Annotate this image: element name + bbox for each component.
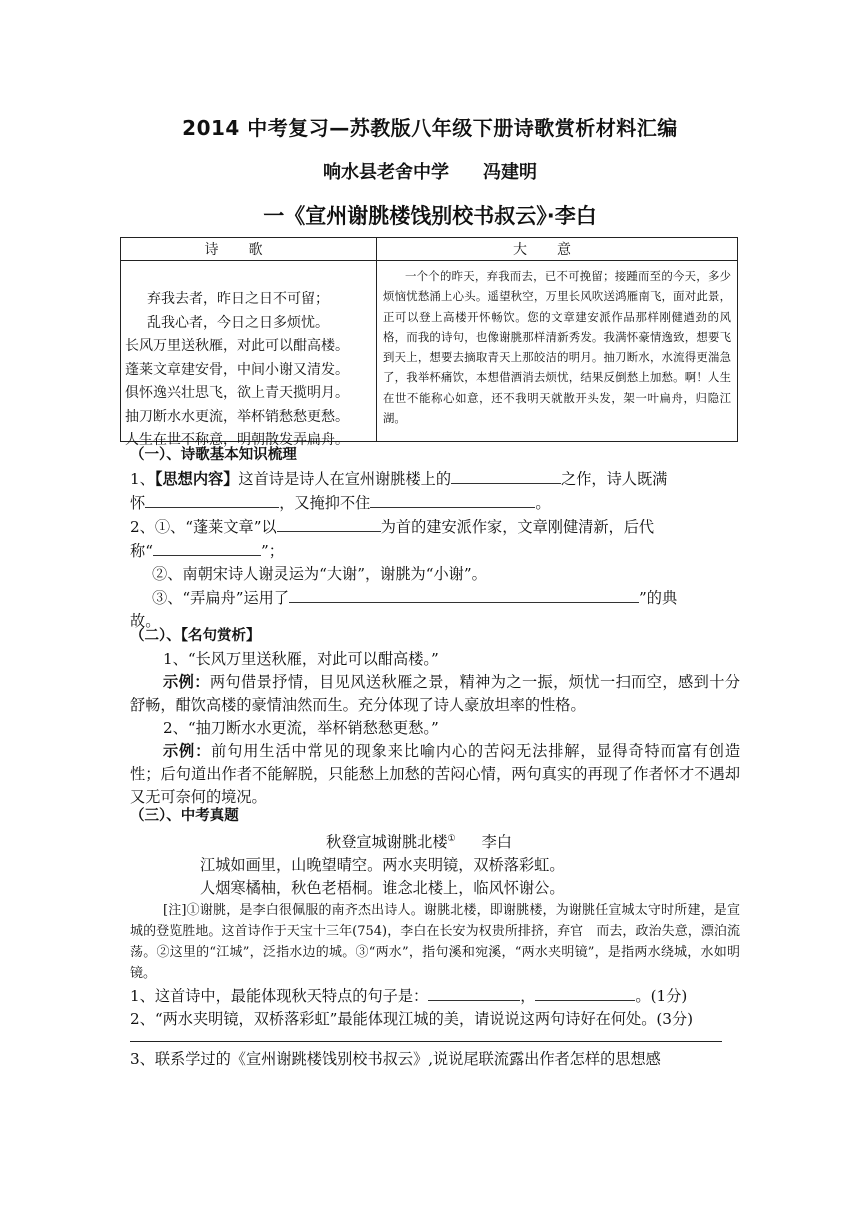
- question-2-item-2: ②、南朝宋诗人谢灵运为“大谢”，谢朓为“小谢”。: [152, 565, 487, 583]
- poem-table: [120, 237, 738, 448]
- answer-blank[interactable]: [451, 467, 561, 484]
- poem-cell: [121, 261, 377, 448]
- question-1-line-b: 怀 ，又掩抑不住 。: [130, 491, 740, 515]
- meaning-cell: [377, 261, 738, 442]
- exam-note: [注]①谢朓，是李白很佩服的南齐杰出诗人。谢朓北楼，即谢朓楼，为谢朓任宣城太守时所建，是宣城的登览胜地。这首诗作于天宝十三年(754)，李白在长安为权贵所排挤，弃官 而去，政治失意，漂泊流荡。②这里的“江城”，泛指水边的城。③“两水”，指句溪和宛溪，“两水夹明镜”，是指两水绕城，水如明镜。: [130, 903, 740, 982]
- answer-blank[interactable]: [370, 491, 535, 508]
- document-title: 2014 中考复习—苏教版八年级下册诗歌赏析材料汇编: [182, 116, 678, 140]
- poem-line: 俱怀逸兴壮思飞，欲上青天揽明月。: [125, 385, 349, 401]
- section-2: [130, 625, 740, 809]
- question-1-line-a: 1、【思想内容】这首诗是诗人在宣州谢朓楼上的 之作，诗人既满: [130, 467, 740, 491]
- section-3: [130, 805, 740, 1071]
- teacher-name: 冯建明: [483, 162, 537, 183]
- exam-question-3: 3、联系学过的《宣州谢跳楼饯别校书叔云》,说说尾联流露出作者怎样的思想感: [130, 1050, 661, 1069]
- question-2-item-3-cont: 故。: [130, 612, 161, 630]
- answer-blank[interactable]: [145, 491, 279, 508]
- exam-question-2: 2、“两水夹明镜，双桥落彩虹”最能体现江城的美，请说说这两句诗好在何处。(3分): [130, 1010, 694, 1029]
- answer-blank[interactable]: [277, 515, 381, 532]
- poem-line: 抽刀断水水更流，举杯销愁愁更愁。: [125, 408, 349, 425]
- answer-blank[interactable]: [289, 586, 639, 603]
- section-3-heading: （三）、中考真题: [130, 808, 239, 824]
- answer-blank[interactable]: [153, 539, 261, 556]
- question-1-tag: 【思想内容】: [154, 470, 239, 488]
- answer-blank[interactable]: [428, 984, 520, 1001]
- poem-line: 人生在世不称意，明朝散发弄扁舟。: [125, 432, 349, 448]
- poem-heading: 一《宣州谢朓楼饯别校书叔云》·李白: [263, 204, 597, 228]
- poem-line: 弃我去者，昨日之日不可留；: [147, 291, 329, 307]
- meaning-column-header: 大意: [377, 238, 738, 261]
- poem-line: 乱我心者，今日之日多烦忧。: [147, 314, 329, 331]
- poem-lines: [125, 288, 349, 453]
- question-2-line-a: 2、①、“蓬莱文章”以 为首的建安派作家，文章刚健清新，后代: [130, 515, 740, 539]
- section-1-heading: （一）、诗歌基本知识梳理: [130, 447, 297, 463]
- poem-line: 蓬莱文章建安骨，中间小谢又清发。: [125, 361, 349, 378]
- example-2: 示例：前句用生活中常见的现象来比喻内心的苦闷无法排解，显得奇特而富有创造性；后句道出作者不能解脱，只能愁上加愁的苦闷心情，两句真实的再现了作者怀才不遇却又无可奈何的境况。: [130, 742, 741, 806]
- school-name: 响水县老舍中学: [323, 162, 449, 183]
- poem-line: 长风万里送秋雁，对此可以酣高楼。: [125, 338, 349, 354]
- poem-column-header: 诗歌: [121, 238, 377, 261]
- question-2-line-b: 称“ ”；: [130, 539, 740, 563]
- author-line: [0, 158, 860, 184]
- example-1: 示例：两句借景抒情，目见风送秋雁之景，精神为之一振，烦忧一扫而空，感到十分舒畅，酣饮高楼的豪情油然而生。充分体现了诗人豪放坦率的性格。: [130, 673, 741, 714]
- answer-blank[interactable]: [535, 984, 635, 1001]
- question-2-item-3: ③、“弄扁舟”运用了 ”的典: [130, 586, 740, 610]
- section-1: [130, 444, 740, 633]
- meaning-text: 一个个的昨天，弃我而去，已不可挽留；接踵而至的今天，多少烦恼忧愁涌上心头。遥望秋空，万里长风吹送鸿雁南飞，面对此景，正可以登上高楼开怀畅饮。您的文章建安派作品那样刚健遒劲的风格，而我的诗句，也像谢朓那样清新秀发。我满怀豪情逸致，想要飞到天上，想要去摘取青天上那皎洁的明月。抽刀断水，水流得更湍急了，我举杯痛饮，本想借酒消去烦忧，结果反倒愁上加愁。啊！人生在世不能称心如意，还不我明天就散开头发，架一叶扁舟，归隐江湖。: [383, 269, 731, 426]
- section-2-heading: （二）、【名句赏析】: [130, 628, 261, 644]
- exam-poem-line-2: 人烟寒橘柚，秋色老梧桐。谁念北楼上，临风怀谢公。: [200, 879, 565, 898]
- exam-poem-line-1: 江城如画里，山晚望晴空。两水夹明镜，双桥落彩虹。: [200, 856, 565, 875]
- famous-line-1: 1、“长风万里送秋雁，对此可以酣高楼。”: [163, 650, 439, 668]
- answer-line[interactable]: [130, 1031, 722, 1042]
- exam-poem-title: 秋登宣城谢朓北楼① 李白: [326, 833, 512, 852]
- famous-line-2: 2、“抽刀断水水更流，举杯销愁愁更愁。”: [163, 719, 439, 737]
- exam-question-1: 1、这首诗中，最能体现秋天特点的句子是： ， 。(1分): [130, 984, 740, 1008]
